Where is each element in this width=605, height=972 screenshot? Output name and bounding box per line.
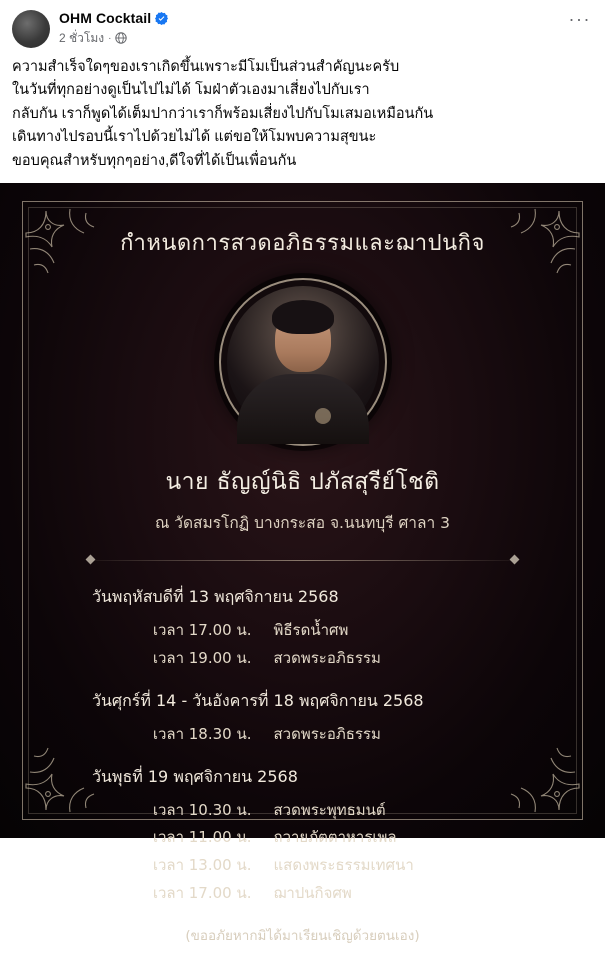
card-footer-note: (ขออภัยหากมิได้มาเรียนเชิญด้วยตนเอง) [185, 927, 420, 944]
post-timestamp[interactable]: 2 ชั่วโมง [59, 30, 105, 45]
schedule-description: สวดพระอภิธรรม [273, 649, 381, 668]
schedule-row [56, 824, 549, 852]
avatar[interactable] [12, 10, 50, 48]
schedule-time: เวลา 19.00 น. [152, 649, 252, 668]
portrait-image [227, 286, 379, 438]
schedule-date: วันพฤหัสบดีที่ 13 พฤศจิกายน 2568 [92, 587, 339, 607]
post-author-block [59, 10, 168, 48]
venue-text: ณ วัดสมรโกฏิ บางกระสอ จ.นนทบุรี ศาลา 3 [154, 514, 450, 533]
schedule-row [56, 797, 549, 825]
schedule-time: เวลา 10.30 น. [152, 800, 252, 819]
schedule-time: เวลา 18.30 น. [152, 724, 252, 743]
schedule-description: แสดงพระธรรมเทศนา [273, 856, 414, 875]
schedule-time: เวลา 17.00 น. [152, 621, 252, 640]
schedule-description: สวดพระอภิธรรม [273, 724, 381, 743]
meta-separator: · [108, 32, 112, 44]
card-content [0, 183, 605, 971]
portrait-photo [219, 278, 387, 446]
schedule-row [56, 617, 549, 645]
ornamental-divider [90, 553, 515, 567]
post-meta [59, 29, 168, 48]
schedule-row [56, 645, 549, 673]
post-line: ในวันที่ทุกอย่างดูเป็นไปไม่ได้ โมฝ่าตัวเองมาเสี่ยงไปกับเรา [12, 82, 370, 99]
deceased-name: นาย ธัญญ์นิธิ ปภัสสุรีย์โชติ [165, 469, 440, 496]
globe-icon [115, 32, 127, 44]
schedule-block [56, 765, 549, 908]
post-more-options-button[interactable]: ··· [568, 9, 591, 29]
schedule-description: พิธีรดน้ำศพ [273, 621, 349, 640]
post-header [0, 0, 605, 52]
author-name-row [59, 10, 168, 26]
page-name[interactable]: OHM Cocktail [59, 10, 152, 27]
schedule-date: วันพุธที่ 19 พฤศจิกายน 2568 [92, 766, 298, 786]
funeral-announcement-card [0, 183, 605, 944]
schedule-time: เวลา 11.00 น. [152, 828, 252, 847]
card-title: กำหนดการสวดอภิธรรมและฌาปนกิจ [120, 231, 485, 257]
post-line: เดินทางไปรอบนี้เราไปด้วยไม่ได้ แต่ขอให้โมพบความสุขนะ [12, 129, 377, 146]
schedule-date: วันศุกร์ที่ 14 - วันอังคารที่ 18 พฤศจิกายน 2568 [92, 690, 424, 710]
post-body-text [0, 52, 605, 183]
schedule-description: สวดพระพุทธมนต์ [273, 800, 386, 819]
schedule-row [56, 721, 549, 749]
post-attached-image[interactable] [0, 183, 605, 944]
schedule-row [56, 880, 549, 908]
schedule-description: ฌาปนกิจศพ [273, 883, 352, 902]
schedule-time: เวลา 17.00 น. [152, 883, 252, 902]
post-line: กลับกัน เราก็พูดได้เต็มปากว่าเราก็พร้อมเสี่ยงไปกับโมเสมอเหมือนกัน [12, 105, 434, 122]
post-line: ความสำเร็จใดๆของเราเกิดขึ้นเพราะมีโมเป็นส่วนสำคัญนะครับ [12, 59, 400, 75]
verified-badge-icon [155, 12, 168, 25]
schedule-row [56, 852, 549, 880]
schedule-time: เวลา 13.00 น. [152, 856, 252, 875]
schedule-description: ถวายภัตตาหารเพล [273, 828, 397, 847]
schedule-block [56, 585, 549, 673]
post-line: ขอบคุณสำหรับทุกๆอย่าง,ดีใจที่ได้เป็นเพื่อนกัน [12, 152, 297, 169]
schedule-block [56, 689, 549, 749]
